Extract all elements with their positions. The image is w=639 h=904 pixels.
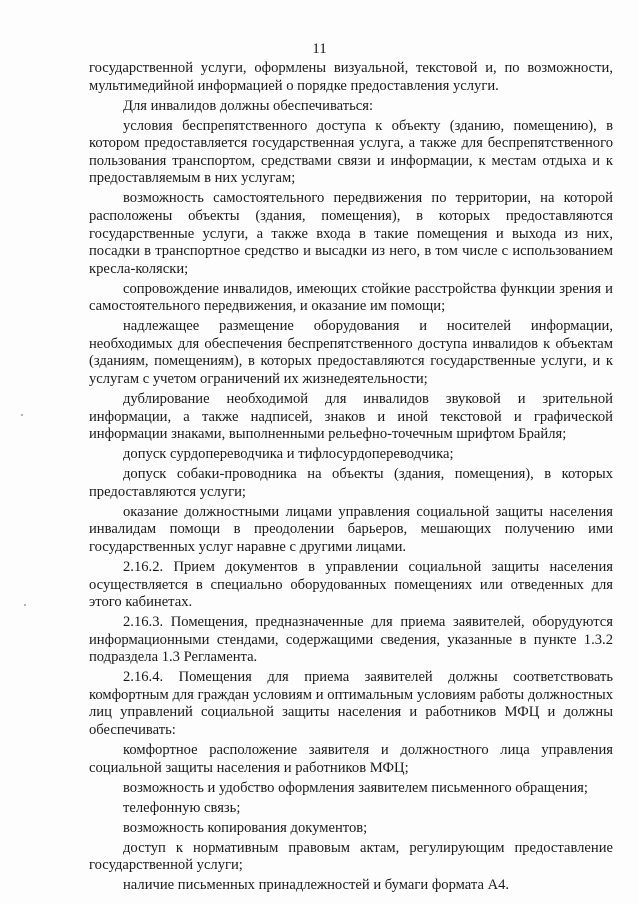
scan-speck <box>24 604 26 606</box>
paragraph-written-appeal: возможность и удобство оформления заявителем письменного обращения; <box>123 779 588 796</box>
paragraph-guide-dog: допуск собаки-проводника на объекты (здания, помещения), в которых предоставляются услуги; <box>89 466 613 500</box>
paragraph-staff-assistance: оказание должностными лицами управления социальной защиты населения инвалидам помощи в преодолении барьеров, мешающих получению ими государственных услуг наравне с другими лицами. <box>89 503 613 555</box>
paragraph-telephone: телефонную связь; <box>123 799 241 816</box>
paragraph-equipment-placement: надлежащее размещение оборудования и носителей информации, необходимых для обеспечения беспрепятственного доступа инвалидов к объектам (зданиям, помещениям), в которых предоставляются государственные услуги, и к услугам с учетом ограничений их жизнедеятельности; <box>89 318 613 388</box>
paragraph-legal-acts: доступ к нормативным правовым актам, регулирующим предоставление государственной услуги; <box>89 839 613 874</box>
paragraph-comfortable-placement: комфортное расположение заявителя и должностного лица управления социальной защиты населения и работников МФЦ; <box>89 742 613 776</box>
scan-speck <box>21 414 23 416</box>
page-number: 11 <box>312 41 327 57</box>
paragraph-2-16-2: 2.16.2. Прием документов в управлении социальной защиты населения осуществляется в специально оборудованных помещениях или отведенных для этого кабинетах. <box>89 558 613 611</box>
paragraph-disabled-intro: Для инвалидов должны обеспечиваться: <box>123 97 374 114</box>
paragraph-access-conditions: условия беспрепятственного доступа к объекту (зданию, помещению), в котором предоставляется государственная услуга, а также для беспрепятственного пользования транспортом, средствами связи и информации, к местам отдыха и к предоставляемым в них услугам; <box>89 117 613 187</box>
document-body <box>89 60 613 895</box>
paragraph-duplication: дублирование необходимой для инвалидов звуковой и зрительной информации, а также надписей, знаков и иной текстовой и графической информации знаками, выполненными рельефно-точечным шрифтом Брайля; <box>89 391 613 443</box>
paragraph-sign-interpreter: допуск сурдопереводчика и тифлосурдопереводчика; <box>123 446 454 463</box>
paragraph-escort: сопровождение инвалидов, имеющих стойкие расстройства функции зрения и самостоятельного передвижения, и оказание им помощи; <box>89 280 613 315</box>
paragraph-continuation: государственной услуги, оформлены визуальной, текстовой и, по возможности, мультимедийной информацией о порядке предоставления услуги. <box>89 60 613 94</box>
paragraph-2-16-4: 2.16.4. Помещения для приема заявителей должны соответствовать комфортным для граждан условиям и оптимальным условиям работы должностных лиц управлений социальной защиты населения и работников МФЦ и должны обеспечивать: <box>89 669 613 739</box>
paragraph-copying: возможность копирования документов; <box>123 819 368 836</box>
paragraph-stationery: наличие письменных принадлежностей и бумаги формата А4. <box>123 877 510 894</box>
paragraph-2-16-3: 2.16.3. Помещения, предназначенные для приема заявителей, оборудуются информационными стендами, содержащими сведения, указанные в пункте 1.3.2 подраздела 1.3 Регламента. <box>89 614 613 666</box>
paragraph-independent-movement: возможность самостоятельного передвижения по территории, на которой расположены объекты (здания, помещения), в которых предоставляются государственные услуги, а также входа в такие помещения и выхода из них, посадки в транспортное средство и высадки из него, в том числе с использованием кресла-коляски; <box>89 190 613 277</box>
